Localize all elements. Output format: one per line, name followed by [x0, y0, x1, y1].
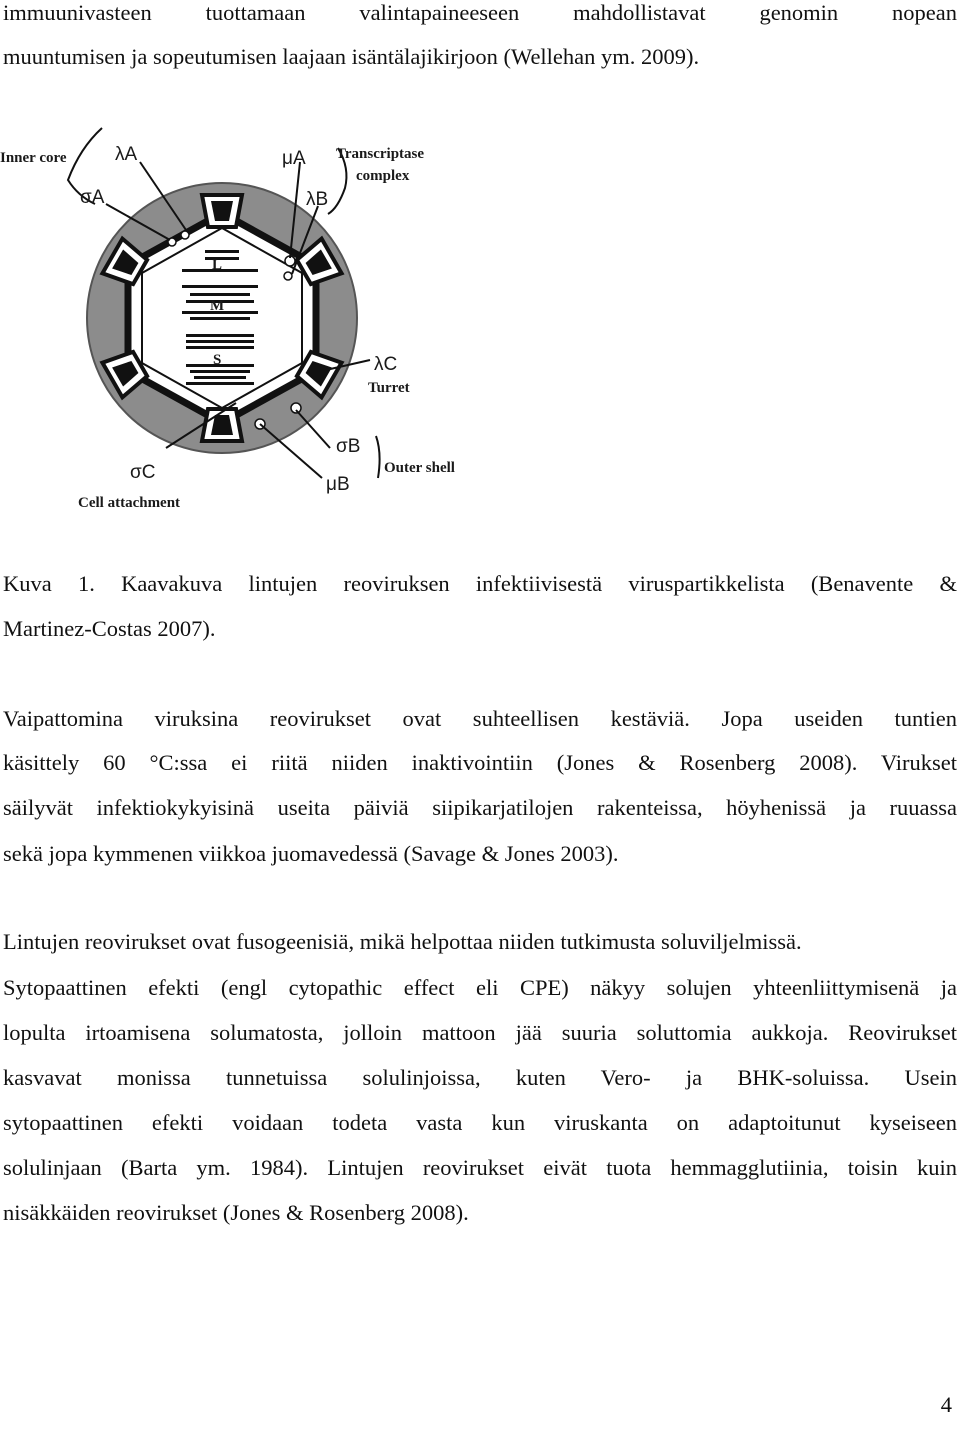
paragraph-line: säilyvät infektiokykyisinä useita päiviä siipikarjatilojen rakenteissa, höyhenissä ja ruuassa: [3, 795, 957, 820]
label-outer-shell: Outer shell: [384, 460, 455, 476]
paragraph-line: käsittely 60 °C:ssa ei riitä niiden inaktivointiin (Jones & Rosenberg 2008). Virukset: [3, 750, 957, 775]
label-turret: Turret: [368, 380, 410, 396]
body-text-line: muuntumisen ja sopeutumisen laajaan isäntälajikirjoon (Wellehan ym. 2009).: [3, 44, 700, 69]
label-mu-b: μB: [326, 474, 350, 495]
label-mu-a: μA: [282, 148, 306, 169]
segment-s-label: S: [213, 352, 222, 368]
paragraph-line: solulinjaan (Barta ym. 1984). Lintujen reovirukset eivät tuota hemmagglutiinia, toisin kuin: [3, 1155, 957, 1180]
label-inner-core: Inner core: [0, 150, 67, 166]
body-text-line: immuunivasteen tuottamaan valintapaineeseen mahdollistavat genomin nopean: [3, 0, 957, 25]
label-lambda-c: λC: [374, 354, 398, 375]
label-transcriptase: Transcriptase: [336, 146, 425, 162]
reovirus-diagram: [0, 118, 480, 518]
turret-bottom: [202, 409, 242, 441]
paragraph-line: kasvavat monissa tunnetuissa solulinjoissa, kuten Vero- ja BHK-soluissa. Usein: [3, 1065, 957, 1090]
label-cell-attachment: Cell attachment: [78, 495, 181, 511]
paragraph-line: sytopaattinen efekti voidaan todeta vasta kun viruskanta on adaptoitunut kyseiseen: [3, 1110, 957, 1135]
label-complex: complex: [356, 168, 410, 184]
paragraph-line: lopulta irtoamisena solumatosta, jolloin mattoon jää suuria soluttomia aukkoja. Reovirukset: [3, 1020, 957, 1045]
figure-caption-line: Kuva 1. Kaavakuva lintujen reoviruksen infektiivisestä viruspartikkelista (Benavente &: [3, 571, 957, 596]
paragraph-line: Sytopaattinen efekti (engl cytopathic effect eli CPE) näkyy solujen yhteenliittymisenä ja: [3, 975, 957, 1000]
page-number: 4: [940, 1392, 952, 1417]
paragraph-line: nisäkkäiden reovirukset (Jones & Rosenberg 2008).: [3, 1200, 469, 1225]
segment-m-label: M: [210, 298, 225, 314]
paragraph-line: sekä jopa kymmenen viikkoa juomavedessä (Savage & Jones 2003).: [3, 841, 619, 866]
label-lambda-a: λA: [115, 144, 138, 165]
turret-top: [202, 195, 242, 227]
paragraph-line: Vaipattomina viruksina reovirukset ovat suhteellisen kestäviä. Jopa useiden tuntien: [3, 706, 957, 731]
label-sigma-c: σC: [130, 462, 156, 483]
segment-l-label: L: [212, 257, 223, 273]
figure-caption-line: Martinez-Costas 2007).: [3, 616, 216, 641]
label-lambda-b: λB: [306, 189, 329, 210]
label-sigma-a: σA: [80, 187, 105, 208]
paragraph-line: Lintujen reovirukset ovat fusogeenisiä, mikä helpottaa niiden tutkimusta soluviljelmissä.: [3, 929, 802, 954]
label-sigma-b: σB: [336, 436, 361, 457]
